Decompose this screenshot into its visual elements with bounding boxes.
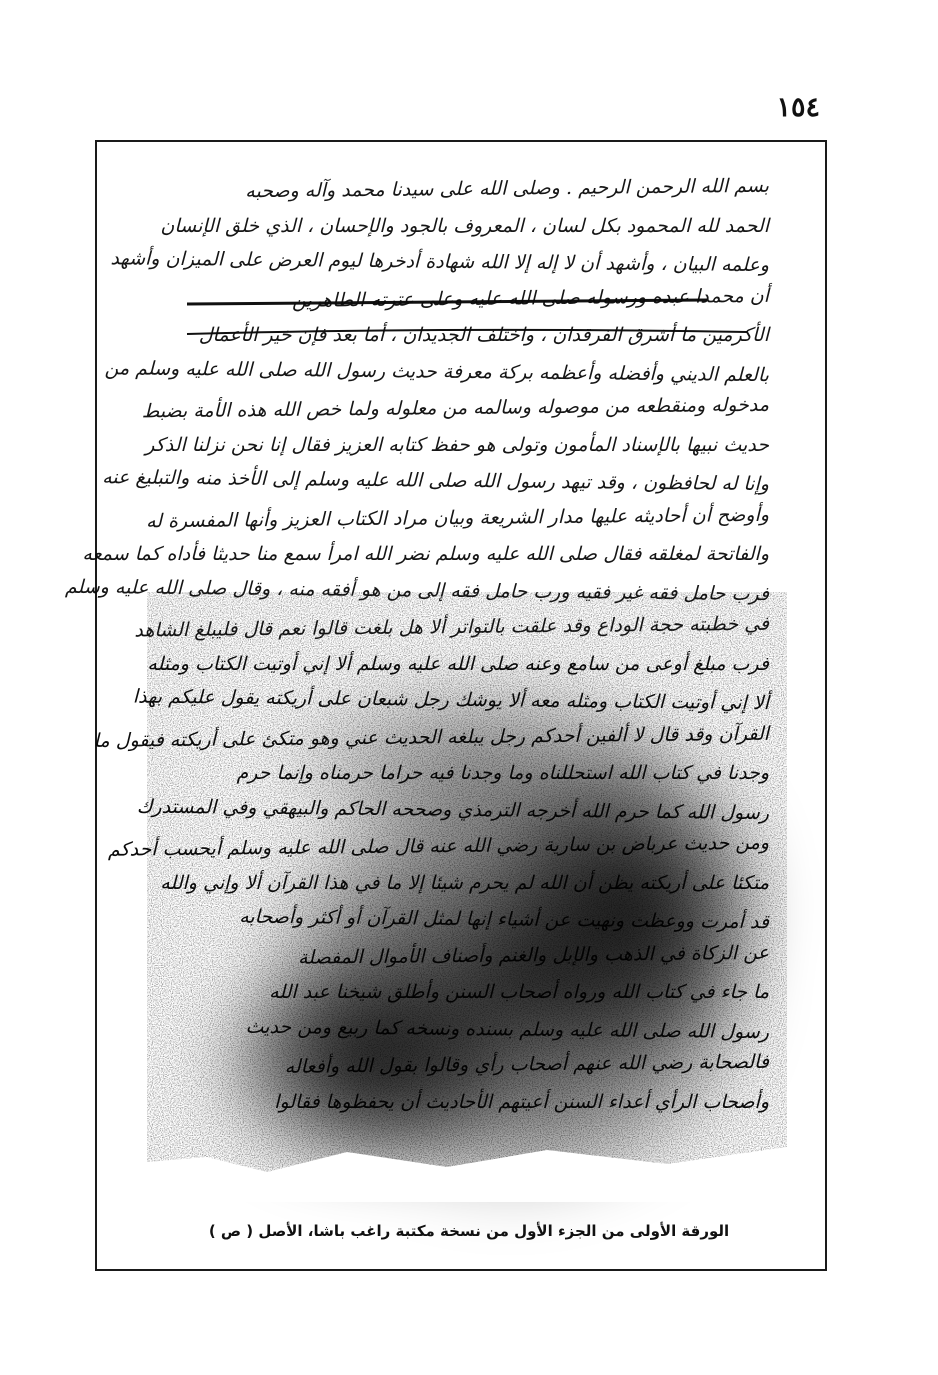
manuscript-line: رسول الله صلى الله عليه وسلم بسنده ونسخه كما ربيع ومن حديث <box>245 1015 770 1043</box>
manuscript-line: وعلمه البيان ، وأشهد أن لا إله إلا الله شهادة أدخرها ليوم العرض على الميزان وأشهد <box>110 247 770 277</box>
manuscript-line: وأوضح أن أحاديثه عليها مدار الشريعة وبيان مراد الكتاب العزيز وأنها المفسرة له <box>145 503 770 532</box>
manuscript-line: فرب مبلغ أوعى من سامع وعنه صلى الله عليه وسلم ألا إني أوتيت الكتاب ومثله <box>147 652 769 675</box>
manuscript-line: قد أمرت ووعظت ونهيت عن أشياء إنها لمثل القرآن أو أكثر وأصحابه <box>239 905 770 934</box>
manuscript-line: ألا إني أوتيت الكتاب ومثله معه ألا يوشك رجل شبعان على أريكته يقول عليكم بهذا <box>132 685 770 715</box>
manuscript-line: رسول الله كما حرم الله أخرجه الترمذي وصححه الحاكم والبيهقي وفي المستدرك <box>136 795 770 824</box>
manuscript-line: ما جاء في كتاب الله ورواه أصحاب السنن وأطلق شيخنا عبد الله <box>269 981 769 1003</box>
manuscript-line: فرب حامل فقه غير فقيه ورب حامل فقه إلى من هو أفقه منه ، وقال صلى الله عليه وسلم <box>64 575 770 605</box>
manuscript-frame <box>64 140 827 1271</box>
manuscript-line: القرآن وقد قال لا ألفين أحدكم رجل يبلغه الحديث عني وهو متكئ على أريكته فيقول ما <box>93 722 770 752</box>
manuscript-line: أن محمدا عبده ورسوله صلى الله عليه وعلى عترته الطاهرين <box>291 284 770 312</box>
manuscript-line: وإنا له لحافظون ، وقد تيهد رسول الله صلى الله عليه وسلم إلى الأخذ منه والتبليغ عنه <box>102 466 770 496</box>
manuscript-line: عن الزكاة في الذهب والإبل والغنم وأصناف الأموال المفصلة <box>297 941 770 969</box>
figure-caption: الورقة الأولى من الجزء الأول من نسخة مكتبة راغب باشا، الأصل ( ص ) <box>208 1222 730 1240</box>
manuscript-texture <box>64 162 787 1202</box>
manuscript-line: وجدنا في كتاب الله استحللناه وما وجدنا فيه حراما حرمناه وإنما حرم <box>236 762 769 784</box>
manuscript-line: بالعلم الديني وأفضله وأعظمه بركة معرفة حديث رسول الله صلى الله عليه وسلم من <box>104 356 770 386</box>
manuscript-line: وأصحاب الرأي أعداء السنن أعيتهم الأحاديث أن يحفظوها فقالوا <box>274 1090 769 1113</box>
manuscript-line: مدخوله ومنقطعه من موصوله وسالمه من معلوله ولما خص الله هذه الأمة بضبط <box>141 393 770 423</box>
manuscript-line: متكئا على أريكته يظن أن الله لم يحرم شيئا إلا ما في هذا القرآن ألا وإني والله <box>160 871 769 894</box>
manuscript-line: ومن حديث عرباض بن سارية رضي الله عنه قال صلى الله عليه وسلم أيحسب أحدكم <box>107 831 770 861</box>
manuscript-line: الحمد لله المحمود بكل لسان ، المعروف بالجود والإحسان ، الذي خلق الإنسان <box>160 214 769 237</box>
manuscript-line: بسم الله الرحمن الرحيم . وصلى الله على سيدنا محمد وآله وصحبه <box>245 174 770 203</box>
manuscript-line: حديث نبيها بالإسناد المأمون وتولى هو حفظ كتابه العزيز فقال إنا نحن نزلنا الذكر <box>145 433 769 456</box>
manuscript-line: في خطبته حجة الوداع وقد علقت بالتواتر ألا هل بلغت قالوا نعم قال فليبلغ الشاهد <box>134 612 770 642</box>
manuscript-line: الأكرمين ما أشرق الفرقدان ، واختلف الجديدان ، أما بعد فإن خير الأعمال <box>198 324 769 346</box>
manuscript-line: فالصحابة رضي الله عنهم أصحاب رأي وقالوا بقول الله وأفعاله <box>284 1050 770 1078</box>
manuscript-line: والفاتحة لمغلقه فقال صلى الله عليه وسلم نضر الله امرأ سمع منا حديثا فأداه كما سمعه <box>82 543 769 565</box>
page-number: ١٥٤ <box>776 92 820 123</box>
manuscript-image <box>64 162 787 1202</box>
